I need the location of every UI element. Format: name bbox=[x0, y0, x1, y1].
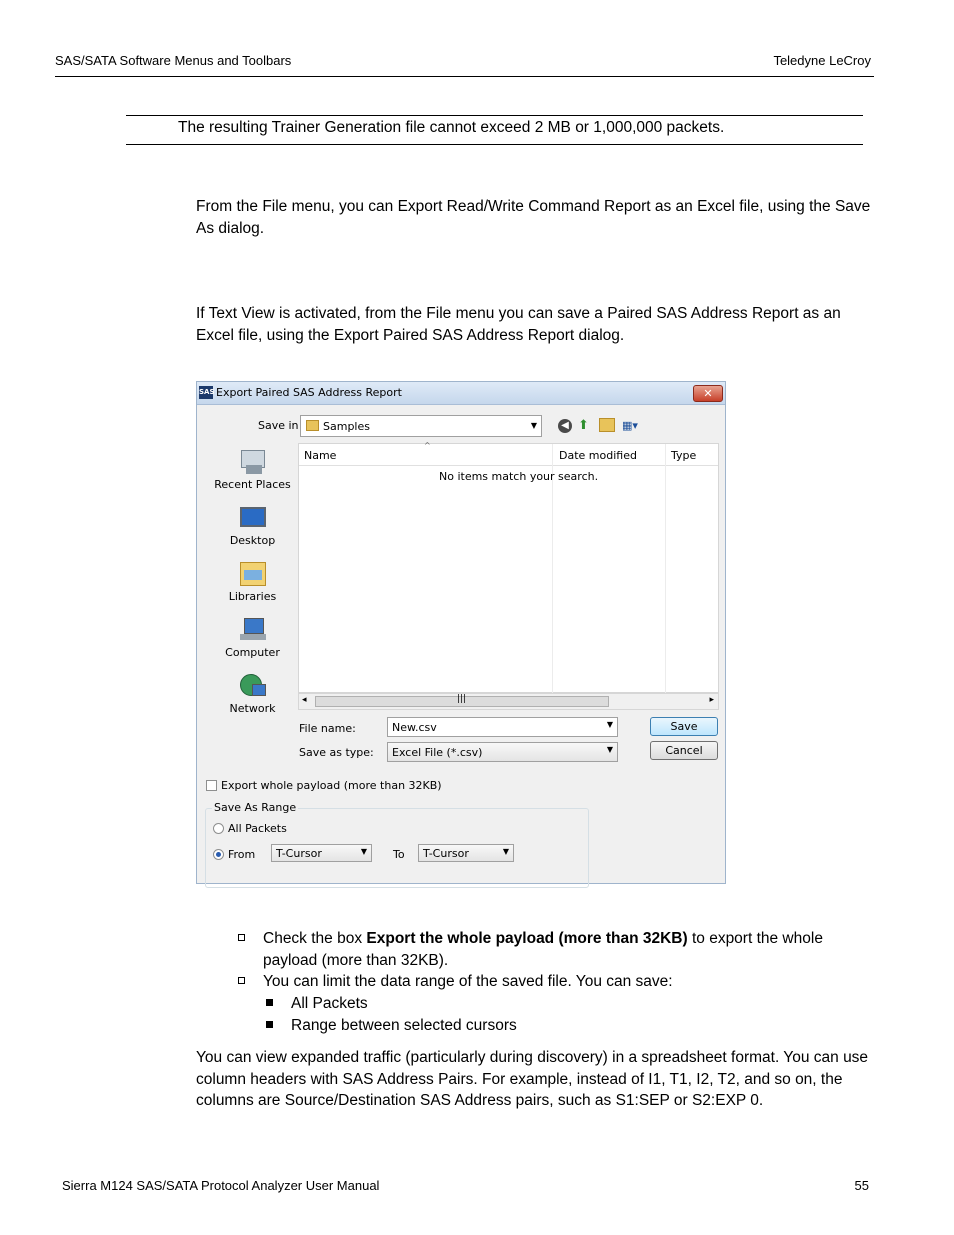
recent-places-icon bbox=[238, 448, 268, 476]
from-radio[interactable] bbox=[213, 849, 224, 860]
chevron-down-icon: ▼ bbox=[606, 745, 613, 754]
save-range-group-label: Save As Range bbox=[214, 801, 297, 814]
to-label: To bbox=[393, 848, 405, 861]
grip-icon: ||| bbox=[457, 694, 467, 704]
up-folder-icon[interactable]: ⬆ bbox=[578, 418, 589, 433]
all-packets-label: All Packets bbox=[228, 822, 287, 835]
column-date-modified[interactable]: Date modified bbox=[559, 449, 637, 462]
file-name-value: New.csv bbox=[392, 721, 437, 734]
scroll-right-icon[interactable]: ▸ bbox=[709, 695, 714, 705]
chevron-down-icon[interactable]: ▼ bbox=[606, 720, 613, 729]
chevron-down-icon: ▼ bbox=[530, 421, 537, 430]
column-name[interactable]: Name bbox=[304, 449, 337, 462]
paragraph-export-rw: From the File menu, you can Export Read/Write Command Report as an Excel file, using the Save As dialog. bbox=[196, 198, 871, 237]
horizontal-scrollbar[interactable] bbox=[298, 693, 719, 710]
new-folder-icon[interactable] bbox=[599, 418, 615, 432]
note-bottom-rule bbox=[126, 144, 863, 145]
place-label: Recent Places bbox=[214, 478, 291, 491]
page-number: 55 bbox=[854, 1178, 869, 1193]
dialog-title: Export Paired SAS Address Report bbox=[216, 386, 402, 399]
close-button[interactable]: ✕ bbox=[693, 385, 723, 402]
save-in-combo[interactable] bbox=[300, 415, 542, 437]
place-computer[interactable] bbox=[205, 616, 300, 659]
sort-ascending-icon: ^ bbox=[424, 441, 431, 450]
paragraph-paired-sas: If Text View is activated, from the File menu you can save a Paired SAS Address Report as an Excel file, using the Export Paired SAS Address Report dialog. bbox=[196, 305, 841, 344]
bullet-bold-text: Export the whole payload (more than 32KB) bbox=[366, 930, 688, 947]
desktop-icon bbox=[238, 504, 268, 532]
to-cursor-select[interactable] bbox=[418, 844, 514, 862]
app-icon: SAS bbox=[199, 386, 213, 399]
from-label: From bbox=[228, 848, 256, 861]
view-menu-icon[interactable]: ▦▾ bbox=[622, 419, 638, 432]
export-dialog bbox=[196, 381, 726, 884]
chevron-down-icon: ▼ bbox=[502, 847, 509, 856]
save-type-select[interactable] bbox=[387, 742, 618, 762]
place-recent[interactable] bbox=[205, 448, 300, 491]
running-header-left: SAS/SATA Software Menus and Toolbars bbox=[55, 53, 292, 68]
column-divider bbox=[665, 444, 666, 694]
to-cursor-value: T-Cursor bbox=[423, 847, 469, 860]
save-type-label: Save as type: bbox=[299, 746, 374, 759]
chevron-down-icon: ▼ bbox=[360, 847, 367, 856]
save-in-label: Save in bbox=[258, 419, 299, 432]
file-name-input[interactable] bbox=[387, 717, 618, 737]
file-name-label: File name: bbox=[299, 722, 356, 735]
column-type[interactable]: Type bbox=[671, 449, 697, 462]
bullet-box-icon bbox=[238, 977, 245, 984]
running-header-right: Teledyne LeCroy bbox=[773, 53, 871, 68]
place-libraries[interactable] bbox=[205, 560, 300, 603]
save-type-value: Excel File (*.csv) bbox=[392, 746, 483, 759]
place-label: Desktop bbox=[229, 534, 276, 547]
bullet-limit-range: You can limit the data range of the saved file. You can save: bbox=[263, 973, 673, 990]
bullet-square-icon bbox=[266, 999, 273, 1006]
file-list[interactable] bbox=[298, 443, 719, 693]
dialog-titlebar bbox=[197, 382, 725, 405]
back-icon[interactable]: ◀ bbox=[558, 419, 572, 433]
note-top-rule bbox=[126, 115, 863, 116]
network-icon bbox=[238, 672, 268, 700]
bullet-text: to export the whole payload (more than 32KB). bbox=[263, 930, 823, 969]
bullet-square-icon bbox=[266, 1021, 273, 1028]
empty-message: No items match your search. bbox=[439, 470, 599, 483]
bullet-text: Check the box bbox=[263, 930, 367, 947]
place-network[interactable] bbox=[205, 672, 300, 715]
note-text: The resulting Trainer Generation file cannot exceed 2 MB or 1,000,000 packets. bbox=[178, 119, 725, 136]
libraries-icon bbox=[238, 560, 268, 588]
save-in-value: Samples bbox=[323, 420, 370, 433]
bullet-box-icon bbox=[238, 934, 245, 941]
computer-icon bbox=[238, 616, 268, 644]
export-payload-label: Export whole payload (more than 32KB) bbox=[221, 779, 442, 792]
folder-icon bbox=[306, 420, 319, 431]
place-desktop[interactable] bbox=[205, 504, 300, 547]
scroll-left-icon[interactable]: ◂ bbox=[302, 695, 307, 705]
header-rule bbox=[55, 76, 874, 77]
bullet-export-payload bbox=[263, 928, 875, 971]
place-label: Libraries bbox=[228, 590, 277, 603]
from-cursor-select[interactable] bbox=[271, 844, 372, 862]
all-packets-radio[interactable] bbox=[213, 823, 224, 834]
sub-bullet-all-packets: All Packets bbox=[291, 995, 368, 1012]
place-label: Computer bbox=[225, 646, 280, 659]
save-button[interactable]: Save bbox=[650, 717, 718, 736]
footer-manual-title: Sierra M124 SAS/SATA Protocol Analyzer User Manual bbox=[62, 1178, 380, 1193]
places-bar bbox=[205, 440, 300, 780]
export-payload-checkbox[interactable] bbox=[206, 780, 217, 791]
place-label: Network bbox=[229, 702, 276, 715]
cancel-button[interactable]: Cancel bbox=[650, 741, 718, 760]
paragraph-expanded-traffic: You can view expanded traffic (particularly during discovery) in a spreadsheet format. You can use column headers with SAS Address Pairs. For example, instead of I1, T1, I2, T2, and so on, the columns are Source/Destination SAS Address pairs, such as S1:SEP or S2:EXP 0. bbox=[196, 1049, 869, 1109]
from-cursor-value: T-Cursor bbox=[276, 847, 322, 860]
sub-bullet-range: Range between selected cursors bbox=[291, 1017, 517, 1034]
file-list-header bbox=[299, 441, 718, 466]
